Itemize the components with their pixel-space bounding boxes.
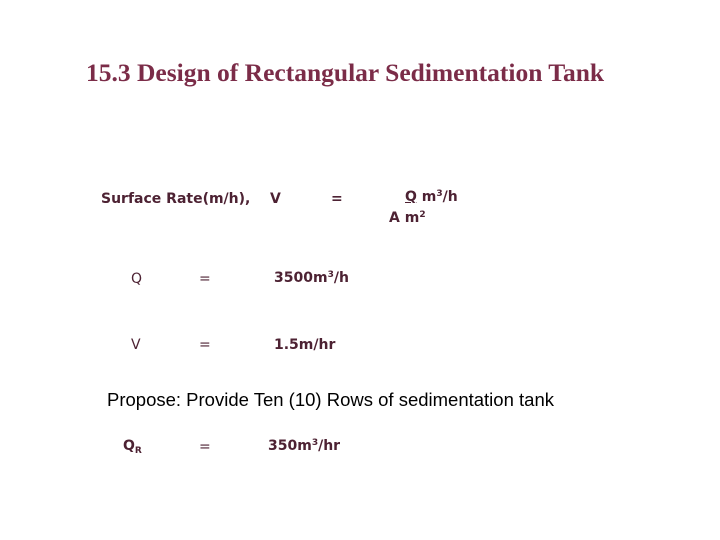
velocity-symbol: V	[270, 191, 281, 207]
given-q-unit: /h	[333, 270, 349, 286]
propose-statement: Propose: Provide Ten (10) Rows of sedimentation tank	[107, 389, 554, 410]
qr-exp: 3	[311, 438, 319, 448]
qr-unit: /hr	[318, 438, 341, 454]
formula-equals: =	[331, 191, 343, 207]
given-q-number: 3500m	[274, 270, 328, 286]
denominator-unit: m	[404, 210, 420, 226]
given-v-value: 1.5m/hr	[274, 337, 336, 353]
qr-symbol	[123, 438, 142, 454]
qr-letter: Q	[123, 438, 135, 454]
given-q-symbol: Q	[131, 271, 143, 287]
numerator-unit-exp: 3	[436, 189, 443, 199]
surface-rate-label: Surface Rate(m/h),	[101, 191, 251, 207]
fraction-denominator	[389, 210, 426, 226]
numerator-unit: m	[421, 189, 437, 205]
qr-value	[268, 438, 340, 454]
denominator-a: A	[389, 210, 400, 226]
numerator-unit-tail: /h	[442, 189, 458, 205]
given-v-equals: =	[199, 337, 211, 353]
qr-equals: =	[199, 439, 211, 455]
slide-title: 15.3 Design of Rectangular Sedimentation Tank	[86, 58, 605, 87]
given-q-equals: =	[199, 271, 211, 287]
qr-subscript: R	[134, 446, 142, 456]
given-v-symbol: V	[131, 337, 141, 353]
fraction-numerator	[405, 189, 458, 205]
given-q-value	[274, 270, 349, 286]
numerator-q: Q	[405, 189, 417, 205]
denominator-unit-exp: 2	[419, 210, 426, 220]
given-q-exp: 3	[327, 270, 334, 280]
qr-number: 350m	[268, 438, 312, 454]
